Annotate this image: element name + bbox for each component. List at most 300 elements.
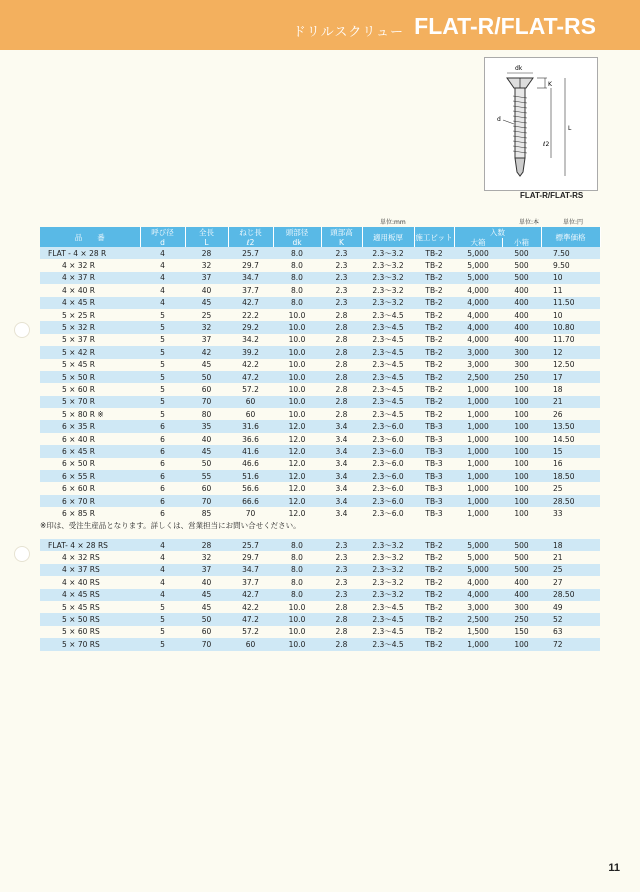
cell-name: 5 × 32 R xyxy=(40,321,140,333)
table-row xyxy=(40,576,600,588)
cell-head-dia: 10.0 xyxy=(273,321,321,333)
cell-name: 4 × 40 R xyxy=(40,284,140,296)
cell-qty-small: 400 xyxy=(502,297,541,309)
cell-plate: 2.3～4.5 xyxy=(362,396,414,408)
spec-table-rs xyxy=(40,539,600,651)
cell-qty-small: 500 xyxy=(502,272,541,284)
cell-qty-large: 3,000 xyxy=(454,359,502,371)
cell-price: 10 xyxy=(541,309,600,321)
cell-head-dia: 10.0 xyxy=(273,626,321,638)
cell-qty-large: 4,000 xyxy=(454,297,502,309)
header-qty-large: 大箱 xyxy=(454,238,502,247)
cell-qty-large: 4,000 xyxy=(454,284,502,296)
cell-thread: 57.2 xyxy=(228,383,273,395)
cell-head-dia: 8.0 xyxy=(273,576,321,588)
cell-dia: 6 xyxy=(140,507,185,519)
cell-length: 60 xyxy=(185,383,228,395)
cell-length: 37 xyxy=(185,272,228,284)
cell-qty-large: 1,000 xyxy=(454,408,502,420)
cell-length: 28 xyxy=(185,247,228,259)
cell-price: 15 xyxy=(541,445,600,457)
cell-head-dia: 10.0 xyxy=(273,638,321,650)
header-title: FLAT-R/FLAT-RS xyxy=(414,13,596,39)
cell-bit: TB-2 xyxy=(414,626,454,638)
drill-point xyxy=(515,158,525,176)
cell-plate: 2.3～3.2 xyxy=(362,297,414,309)
cell-price: 21 xyxy=(541,551,600,563)
diagram-caption: FLAT-R/FLAT-RS xyxy=(520,191,584,200)
table-row xyxy=(40,564,600,576)
table-row xyxy=(40,272,600,284)
cell-length: 28 xyxy=(185,539,228,551)
cell-name: 4 × 32 R xyxy=(40,259,140,271)
table-row xyxy=(40,297,600,309)
cell-name: FLAT- 4 × 28 RS xyxy=(40,539,140,551)
cell-qty-large: 1,000 xyxy=(454,507,502,519)
unit-mm: 単位:mm xyxy=(380,219,406,226)
cell-length: 42 xyxy=(185,346,228,358)
cell-head-h: 2.3 xyxy=(321,297,362,309)
cell-qty-large: 4,000 xyxy=(454,309,502,321)
cell-dia: 5 xyxy=(140,638,185,650)
cell-qty-small: 500 xyxy=(502,551,541,563)
cell-plate: 2.3～4.5 xyxy=(362,638,414,650)
cell-length: 85 xyxy=(185,507,228,519)
cell-head-h: 2.8 xyxy=(321,638,362,650)
cell-thread: 47.2 xyxy=(228,613,273,625)
cell-price: 26 xyxy=(541,408,600,420)
cell-price: 21 xyxy=(541,396,600,408)
cell-head-dia: 10.0 xyxy=(273,613,321,625)
cell-dia: 5 xyxy=(140,396,185,408)
cell-head-h: 3.4 xyxy=(321,420,362,432)
cell-head-dia: 8.0 xyxy=(273,284,321,296)
cell-plate: 2.3～6.0 xyxy=(362,420,414,432)
cell-plate: 2.3～6.0 xyxy=(362,495,414,507)
cell-thread: 42.2 xyxy=(228,601,273,613)
cell-name: 5 × 42 R xyxy=(40,346,140,358)
cell-length: 50 xyxy=(185,458,228,470)
cell-qty-large: 1,000 xyxy=(454,420,502,432)
cell-length: 32 xyxy=(185,321,228,333)
cell-qty-large: 1,000 xyxy=(454,482,502,494)
cell-bit: TB-2 xyxy=(414,321,454,333)
cell-plate: 2.3～3.2 xyxy=(362,247,414,259)
cell-bit: TB-2 xyxy=(414,309,454,321)
cell-qty-small: 100 xyxy=(502,495,541,507)
cell-name: FLAT - 4 × 28 R xyxy=(40,247,140,259)
cell-thread: 41.6 xyxy=(228,445,273,457)
cell-length: 35 xyxy=(185,420,228,432)
cell-name: 4 × 45 R xyxy=(40,297,140,309)
cell-thread: 34.7 xyxy=(228,272,273,284)
cell-name: 4 × 32 RS xyxy=(40,551,140,563)
table-row xyxy=(40,247,600,259)
cell-head-dia: 10.0 xyxy=(273,396,321,408)
header-price: 標準価格 xyxy=(541,227,600,247)
cell-head-h: 2.8 xyxy=(321,334,362,346)
cell-qty-large: 2,500 xyxy=(454,613,502,625)
cell-thread: 42.7 xyxy=(228,297,273,309)
cell-name: 4 × 37 R xyxy=(40,272,140,284)
cell-qty-small: 400 xyxy=(502,309,541,321)
cell-thread: 42.2 xyxy=(228,359,273,371)
cell-dia: 5 xyxy=(140,321,185,333)
cell-thread: 25.7 xyxy=(228,247,273,259)
cell-name: 5 × 25 R xyxy=(40,309,140,321)
cell-plate: 2.3～4.5 xyxy=(362,346,414,358)
table-row xyxy=(40,507,600,519)
cell-name: 6 × 60 R xyxy=(40,482,140,494)
cell-length: 45 xyxy=(185,589,228,601)
cell-head-dia: 12.0 xyxy=(273,420,321,432)
cell-qty-small: 100 xyxy=(502,470,541,482)
cell-qty-small: 100 xyxy=(502,396,541,408)
cell-bit: TB-3 xyxy=(414,458,454,470)
cell-bit: TB-2 xyxy=(414,589,454,601)
cell-head-h: 3.4 xyxy=(321,495,362,507)
cell-price: 10 xyxy=(541,272,600,284)
cell-thread: 42.7 xyxy=(228,589,273,601)
page-number: 11 xyxy=(608,862,620,874)
cell-plate: 2.3～6.0 xyxy=(362,482,414,494)
cell-price: 25 xyxy=(541,564,600,576)
cell-head-h: 3.4 xyxy=(321,482,362,494)
cell-thread: 46.6 xyxy=(228,458,273,470)
cell-bit: TB-3 xyxy=(414,433,454,445)
cell-thread: 37.7 xyxy=(228,576,273,588)
cell-price: 72 xyxy=(541,638,600,650)
cell-head-dia: 12.0 xyxy=(273,445,321,457)
cell-length: 32 xyxy=(185,551,228,563)
cell-plate: 2.3～4.5 xyxy=(362,371,414,383)
table-body-rs xyxy=(40,539,600,651)
cell-head-dia: 10.0 xyxy=(273,383,321,395)
cell-qty-small: 400 xyxy=(502,576,541,588)
cell-dia: 4 xyxy=(140,576,185,588)
cell-qty-large: 4,000 xyxy=(454,589,502,601)
header-bit: 施工ビット xyxy=(414,227,454,247)
cell-head-h: 2.3 xyxy=(321,539,362,551)
cell-length: 25 xyxy=(185,309,228,321)
cell-plate: 2.3～3.2 xyxy=(362,272,414,284)
cell-price: 11 xyxy=(541,284,600,296)
cell-dia: 4 xyxy=(140,259,185,271)
cell-qty-small: 300 xyxy=(502,346,541,358)
spec-table-r xyxy=(40,227,601,520)
cell-thread: 37.7 xyxy=(228,284,273,296)
cell-length: 40 xyxy=(185,433,228,445)
cell-length: 70 xyxy=(185,638,228,650)
cell-dia: 5 xyxy=(140,601,185,613)
cell-name: 5 × 37 R xyxy=(40,334,140,346)
cell-thread: 25.7 xyxy=(228,539,273,551)
cell-qty-small: 300 xyxy=(502,359,541,371)
cell-qty-small: 100 xyxy=(502,408,541,420)
cell-head-dia: 12.0 xyxy=(273,458,321,470)
table-header xyxy=(40,227,600,247)
table-row xyxy=(40,346,600,358)
cell-price: 49 xyxy=(541,601,600,613)
cell-price: 33 xyxy=(541,507,600,519)
cell-head-dia: 12.0 xyxy=(273,433,321,445)
table-row xyxy=(40,284,600,296)
cell-thread: 29.7 xyxy=(228,551,273,563)
cell-head-h: 2.8 xyxy=(321,309,362,321)
cell-qty-large: 3,000 xyxy=(454,346,502,358)
cell-thread: 57.2 xyxy=(228,626,273,638)
cell-qty-small: 500 xyxy=(502,259,541,271)
cell-qty-small: 250 xyxy=(502,613,541,625)
cell-head-dia: 8.0 xyxy=(273,272,321,284)
cell-dia: 4 xyxy=(140,539,185,551)
cell-price: 18 xyxy=(541,383,600,395)
cell-plate: 2.3～4.5 xyxy=(362,321,414,333)
cell-length: 60 xyxy=(185,482,228,494)
cell-plate: 2.3～6.0 xyxy=(362,470,414,482)
cell-qty-large: 5,000 xyxy=(454,259,502,271)
cell-bit: TB-2 xyxy=(414,539,454,551)
cell-dia: 6 xyxy=(140,433,185,445)
cell-bit: TB-2 xyxy=(414,284,454,296)
cell-price: 27 xyxy=(541,576,600,588)
cell-price: 11.70 xyxy=(541,334,600,346)
cell-length: 55 xyxy=(185,470,228,482)
cell-name: 6 × 45 R xyxy=(40,445,140,457)
cell-qty-small: 500 xyxy=(502,247,541,259)
cell-head-h: 2.8 xyxy=(321,626,362,638)
cell-bit: TB-3 xyxy=(414,482,454,494)
cell-length: 70 xyxy=(185,495,228,507)
cell-dia: 6 xyxy=(140,445,185,457)
cell-bit: TB-2 xyxy=(414,272,454,284)
cell-thread: 39.2 xyxy=(228,346,273,358)
cell-qty-small: 100 xyxy=(502,458,541,470)
cell-head-dia: 12.0 xyxy=(273,495,321,507)
screw-drawing xyxy=(485,58,597,190)
cell-qty-small: 100 xyxy=(502,420,541,432)
cell-head-dia: 12.0 xyxy=(273,482,321,494)
cell-price: 25 xyxy=(541,482,600,494)
cell-name: 6 × 40 R xyxy=(40,433,140,445)
cell-qty-small: 400 xyxy=(502,321,541,333)
cell-thread: 29.2 xyxy=(228,321,273,333)
table-row xyxy=(40,589,600,601)
cell-qty-small: 250 xyxy=(502,371,541,383)
cell-dia: 6 xyxy=(140,482,185,494)
cell-plate: 2.3～3.2 xyxy=(362,539,414,551)
cell-head-dia: 10.0 xyxy=(273,359,321,371)
cell-name: 5 × 50 RS xyxy=(40,613,140,625)
cell-head-dia: 10.0 xyxy=(273,334,321,346)
cell-name: 4 × 40 RS xyxy=(40,576,140,588)
cell-length: 45 xyxy=(185,297,228,309)
cell-price: 11.50 xyxy=(541,297,600,309)
cell-dia: 5 xyxy=(140,383,185,395)
unit-box: 単位:本 xyxy=(519,219,540,226)
cell-price: 18 xyxy=(541,539,600,551)
cell-length: 50 xyxy=(185,371,228,383)
cell-head-h: 3.4 xyxy=(321,445,362,457)
cell-head-dia: 8.0 xyxy=(273,247,321,259)
table-row xyxy=(40,470,600,482)
cell-name: 6 × 70 R xyxy=(40,495,140,507)
cell-head-dia: 10.0 xyxy=(273,408,321,420)
header-dia-sym: d xyxy=(140,238,185,247)
cell-dia: 5 xyxy=(140,626,185,638)
cell-price: 17 xyxy=(541,371,600,383)
cell-qty-small: 150 xyxy=(502,626,541,638)
cell-plate: 2.3～6.0 xyxy=(362,507,414,519)
cell-price: 18.50 xyxy=(541,470,600,482)
cell-bit: TB-2 xyxy=(414,408,454,420)
cell-price: 52 xyxy=(541,613,600,625)
cell-name: 5 × 80 R ※ xyxy=(40,408,140,420)
cell-qty-large: 1,000 xyxy=(454,470,502,482)
cell-name: 6 × 85 R xyxy=(40,507,140,519)
cell-thread: 29.7 xyxy=(228,259,273,271)
cell-plate: 2.3～4.5 xyxy=(362,383,414,395)
cell-bit: TB-2 xyxy=(414,396,454,408)
table-row xyxy=(40,408,600,420)
cell-qty-small: 100 xyxy=(502,638,541,650)
cell-dia: 5 xyxy=(140,334,185,346)
unit-yen: 単位:円 xyxy=(563,219,584,226)
cell-qty-large: 4,000 xyxy=(454,576,502,588)
cell-dia: 6 xyxy=(140,470,185,482)
cell-qty-small: 100 xyxy=(502,383,541,395)
table-row xyxy=(40,396,600,408)
cell-head-dia: 12.0 xyxy=(273,507,321,519)
screw-diagram xyxy=(484,57,598,191)
cell-head-h: 3.4 xyxy=(321,470,362,482)
cell-length: 80 xyxy=(185,408,228,420)
cell-price: 28.50 xyxy=(541,589,600,601)
header-head-h: 頭部高 xyxy=(321,227,362,238)
cell-bit: TB-2 xyxy=(414,359,454,371)
cell-head-h: 2.3 xyxy=(321,551,362,563)
cell-thread: 70 xyxy=(228,507,273,519)
cell-bit: TB-2 xyxy=(414,576,454,588)
table-row xyxy=(40,539,600,551)
header-dia: 呼び径 xyxy=(140,227,185,238)
cell-thread: 60 xyxy=(228,396,273,408)
cell-bit: TB-2 xyxy=(414,551,454,563)
table-row xyxy=(40,601,600,613)
cell-qty-small: 100 xyxy=(502,433,541,445)
cell-head-h: 2.3 xyxy=(321,284,362,296)
order-note: ※印は、受注生産品となります。詳しくは、営業担当にお問い合せください。 xyxy=(40,521,301,530)
cell-name: 5 × 70 RS xyxy=(40,638,140,650)
cell-qty-small: 400 xyxy=(502,334,541,346)
binder-hole-top xyxy=(14,322,30,338)
cell-head-h: 2.8 xyxy=(321,613,362,625)
cell-head-h: 2.8 xyxy=(321,408,362,420)
cell-qty-small: 100 xyxy=(502,445,541,457)
cell-qty-small: 100 xyxy=(502,507,541,519)
cell-plate: 2.3～6.0 xyxy=(362,445,414,457)
cell-dia: 5 xyxy=(140,371,185,383)
cell-price: 28.50 xyxy=(541,495,600,507)
cell-name: 6 × 55 R xyxy=(40,470,140,482)
cell-plate: 2.3～3.2 xyxy=(362,589,414,601)
cell-head-dia: 10.0 xyxy=(273,371,321,383)
cell-head-h: 2.8 xyxy=(321,371,362,383)
cell-qty-large: 4,000 xyxy=(454,334,502,346)
cell-plate: 2.3～4.5 xyxy=(362,408,414,420)
header-length: 全長 xyxy=(185,227,228,238)
cell-dia: 4 xyxy=(140,297,185,309)
binder-hole-bottom xyxy=(14,546,30,562)
dim-l-label: L xyxy=(568,125,572,132)
cell-name: 5 × 45 R xyxy=(40,359,140,371)
cell-dia: 5 xyxy=(140,346,185,358)
header-name: 品 番 xyxy=(40,227,140,247)
table-row xyxy=(40,309,600,321)
cell-plate: 2.3～3.2 xyxy=(362,564,414,576)
cell-thread: 31.6 xyxy=(228,420,273,432)
cell-head-h: 2.3 xyxy=(321,259,362,271)
cell-qty-large: 1,000 xyxy=(454,458,502,470)
cell-qty-small: 500 xyxy=(502,564,541,576)
cell-qty-large: 5,000 xyxy=(454,539,502,551)
cell-bit: TB-2 xyxy=(414,334,454,346)
cell-qty-large: 1,000 xyxy=(454,433,502,445)
cell-thread: 60 xyxy=(228,408,273,420)
cell-plate: 2.3～6.0 xyxy=(362,458,414,470)
table-row xyxy=(40,495,600,507)
table-row xyxy=(40,334,600,346)
cell-length: 45 xyxy=(185,445,228,457)
cell-dia: 6 xyxy=(140,495,185,507)
cell-dia: 5 xyxy=(140,359,185,371)
cell-bit: TB-2 xyxy=(414,346,454,358)
table-row xyxy=(40,638,600,650)
header-length-sym: L xyxy=(185,238,228,247)
header-thread: ねじ長 xyxy=(228,227,273,238)
cell-price: 14.50 xyxy=(541,433,600,445)
cell-qty-large: 5,000 xyxy=(454,272,502,284)
cell-plate: 2.3～4.5 xyxy=(362,613,414,625)
cell-thread: 66.6 xyxy=(228,495,273,507)
cell-head-h: 2.3 xyxy=(321,589,362,601)
header-head-h-sym: K xyxy=(321,238,362,247)
cell-bit: TB-3 xyxy=(414,495,454,507)
cell-bit: TB-3 xyxy=(414,445,454,457)
cell-length: 40 xyxy=(185,576,228,588)
cell-bit: TB-2 xyxy=(414,601,454,613)
cell-head-h: 2.3 xyxy=(321,564,362,576)
cell-qty-small: 400 xyxy=(502,284,541,296)
cell-name: 5 × 70 R xyxy=(40,396,140,408)
table-row xyxy=(40,458,600,470)
header-qty: 入数 xyxy=(454,227,541,238)
cell-qty-large: 1,000 xyxy=(454,445,502,457)
cell-qty-large: 3,000 xyxy=(454,601,502,613)
table-row xyxy=(40,420,600,432)
cell-bit: TB-3 xyxy=(414,470,454,482)
cell-plate: 2.3～4.5 xyxy=(362,601,414,613)
cell-plate: 2.3～4.5 xyxy=(362,359,414,371)
cell-plate: 2.3～4.5 xyxy=(362,334,414,346)
cell-head-dia: 12.0 xyxy=(273,470,321,482)
cell-name: 5 × 45 RS xyxy=(40,601,140,613)
cell-head-h: 2.8 xyxy=(321,396,362,408)
cell-price: 16 xyxy=(541,458,600,470)
cell-head-dia: 10.0 xyxy=(273,309,321,321)
cell-dia: 4 xyxy=(140,564,185,576)
cell-bit: TB-2 xyxy=(414,247,454,259)
